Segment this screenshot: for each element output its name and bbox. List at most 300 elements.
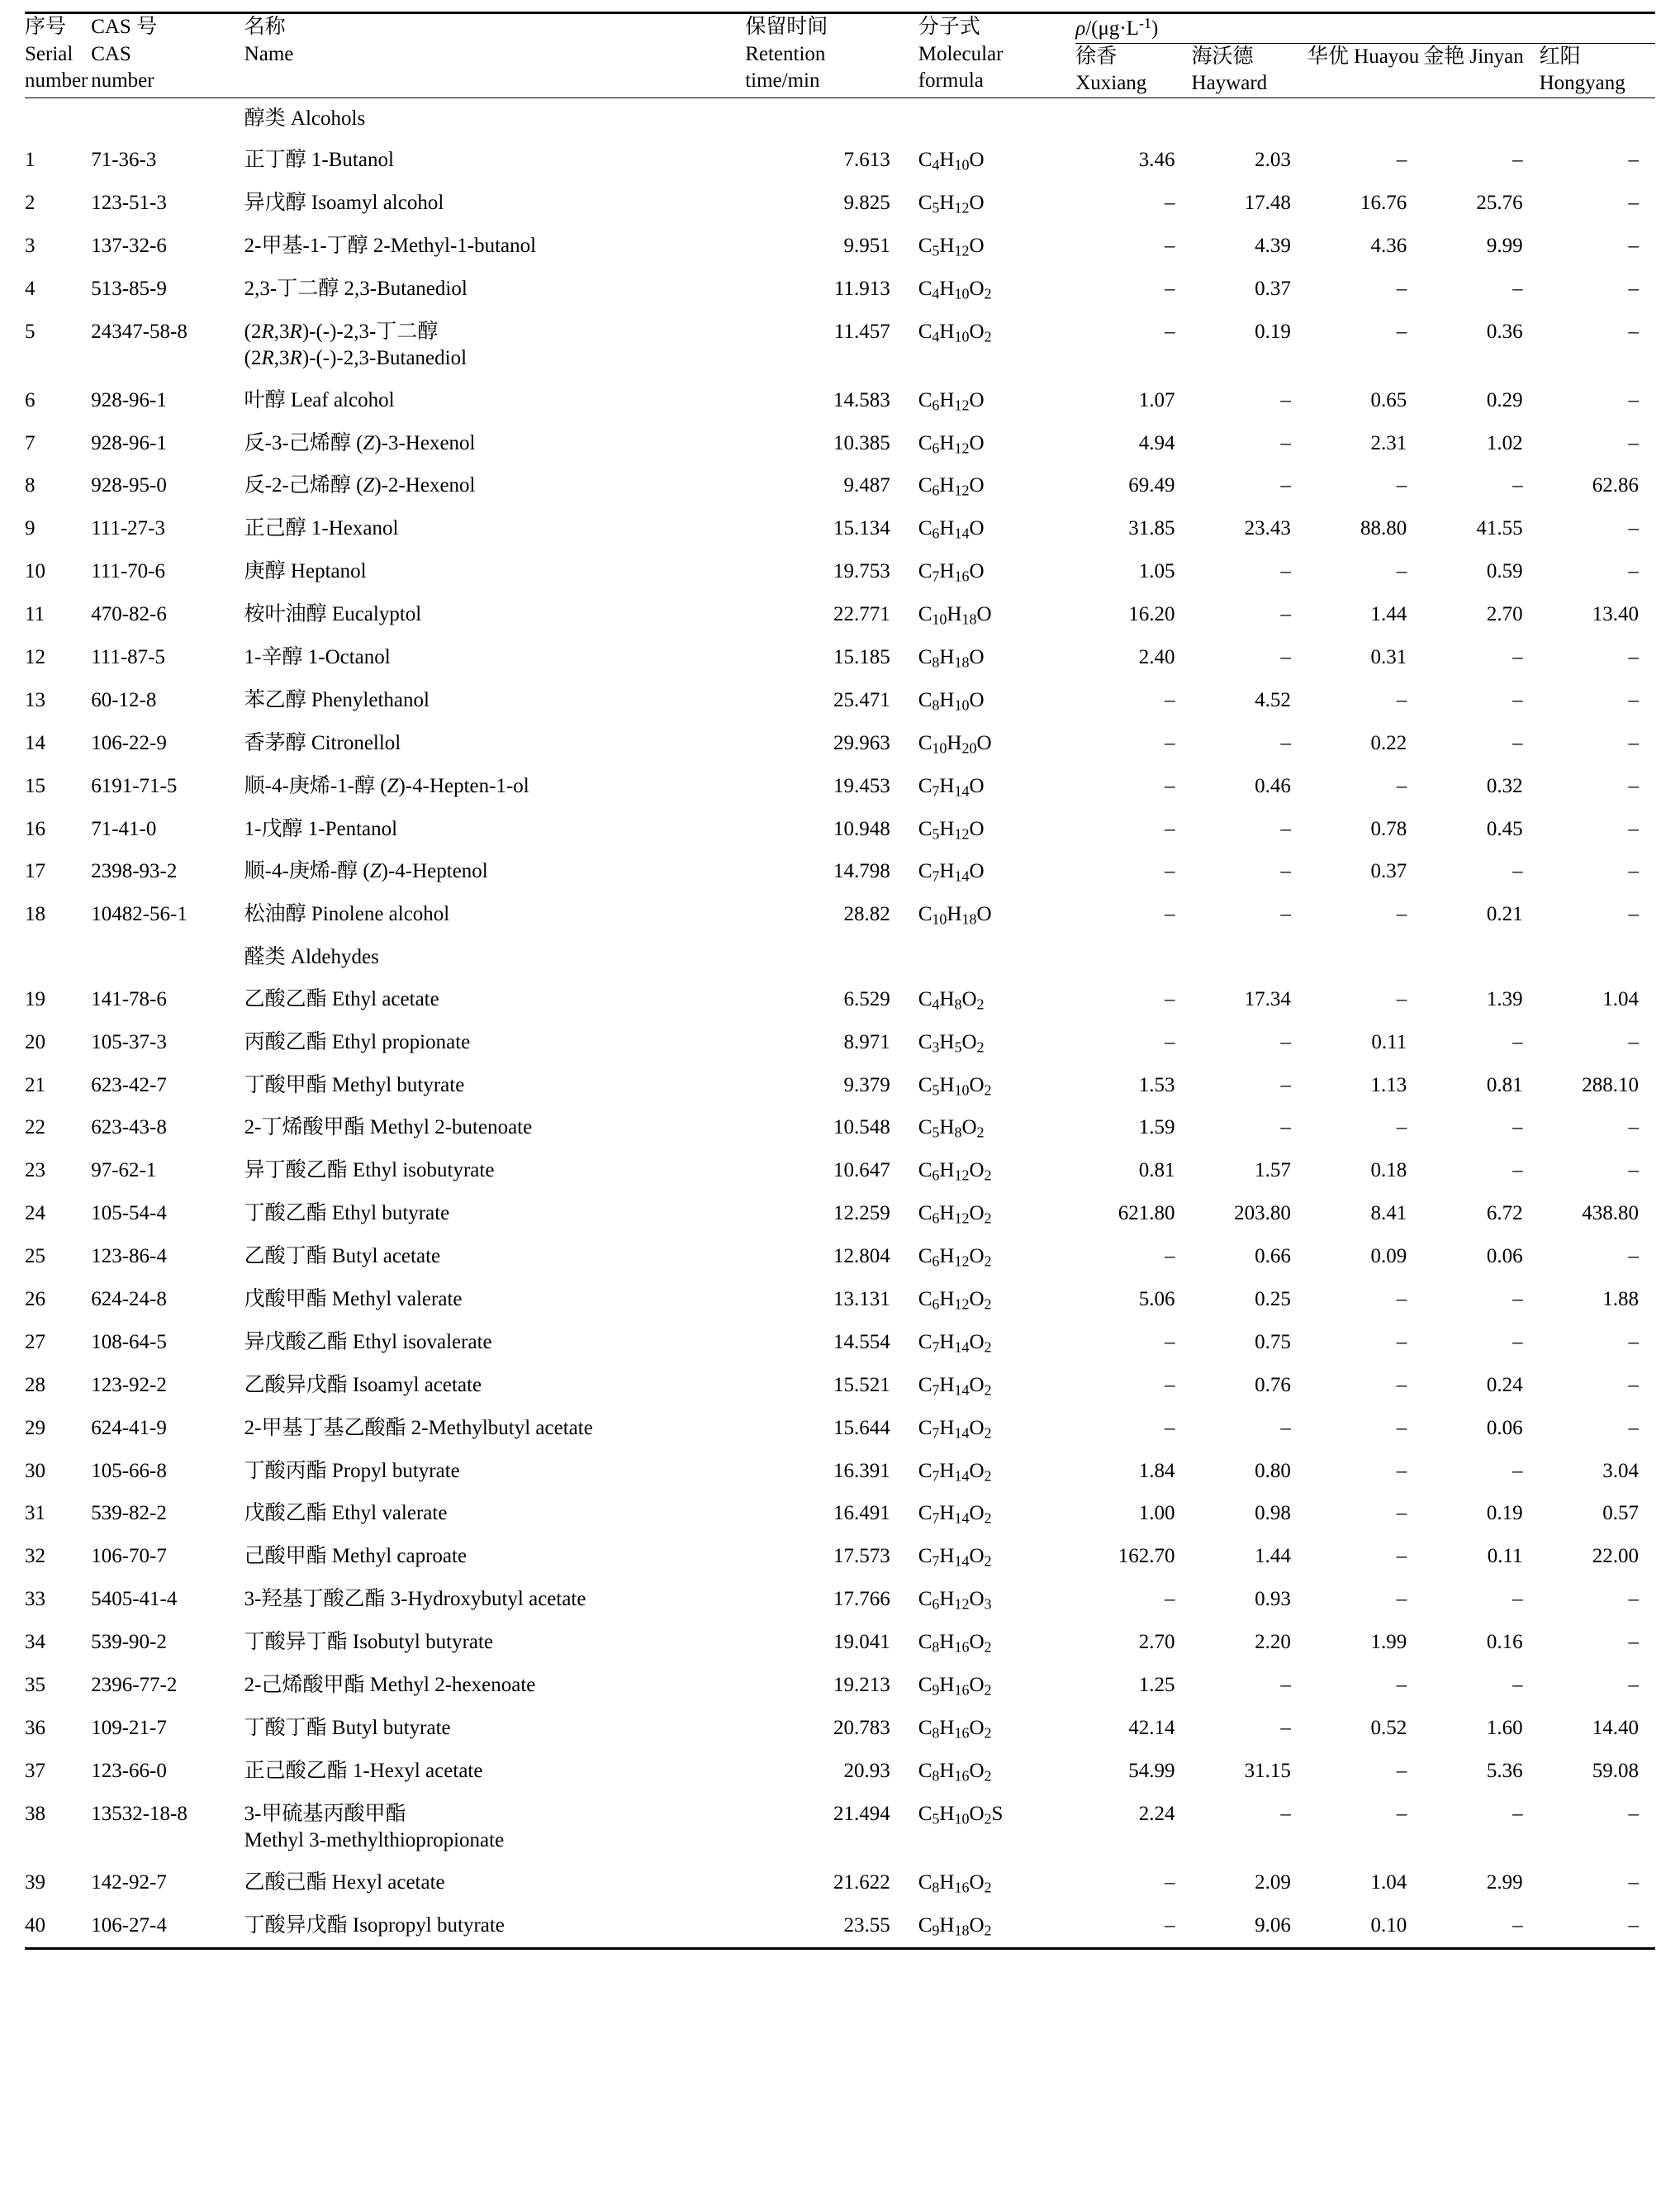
cell-concentration-jinyan: 0.59: [1486, 560, 1523, 583]
cell-concentration-xuxiang: –: [1165, 987, 1175, 1010]
cell-compound-name: 乙酸丁酯 Butyl acetate: [244, 1245, 441, 1268]
cell-concentration-jinyan: 0.24: [1486, 1373, 1523, 1396]
cell-serial: 14: [25, 731, 45, 754]
cell-concentration-jinyan: 2.70: [1486, 603, 1523, 626]
cell-serial: 8: [25, 474, 36, 497]
cell-concentration-hayward: 0.46: [1255, 774, 1291, 797]
cell-retention-time: 7.613: [843, 149, 890, 172]
table-group-row: [25, 97, 1655, 140]
cell-compound-name: 反-3-己烯醇 (Z)-3-Hexenol: [244, 431, 476, 454]
header-formula-en2: formula: [918, 69, 984, 92]
group-label: 醛类 Aldehydes: [244, 946, 379, 969]
cell-concentration-hayward: –: [1280, 474, 1291, 497]
cell-concentration-hayward: –: [1280, 860, 1291, 883]
cell-concentration-hongyang: –: [1628, 1116, 1639, 1139]
cell-molecular-formula: $C_5H_{10}O_2S$: [918, 1802, 1004, 1827]
cell-molecular-formula: $C_9H_{18}O_2$: [918, 1913, 992, 1939]
table-row: [25, 594, 1655, 637]
cell-concentration-jinyan: 41.55: [1476, 517, 1523, 540]
cell-concentration-hongyang: 0.57: [1602, 1502, 1639, 1525]
cell-molecular-formula: $C_6H_{12}O$: [918, 431, 985, 457]
table-row: [25, 894, 1655, 937]
cell-concentration-hongyang: 62.86: [1592, 474, 1639, 497]
table-row: [25, 1493, 1655, 1536]
header-serial: [25, 13, 91, 98]
cell-molecular-formula: $C_7H_{14}O_2$: [918, 1545, 992, 1570]
header-cultivar-xuxiang: [1075, 43, 1191, 97]
cell-concentration-jinyan: –: [1512, 277, 1523, 300]
cell-serial: 6: [25, 388, 36, 411]
cell-serial: 24: [25, 1202, 45, 1225]
cell-retention-time: 10.548: [833, 1116, 890, 1139]
cell-serial: 12: [25, 646, 45, 668]
cell-compound-name: 2-丁烯酸甲酯 Methyl 2-butenoate: [244, 1116, 533, 1139]
cell-concentration-xuxiang: –: [1165, 731, 1175, 754]
cell-retention-time: 10.385: [833, 431, 890, 454]
cell-retention-time: 11.457: [833, 320, 890, 343]
cell-molecular-formula: $C_6H_{14}O$: [918, 517, 985, 542]
cell-concentration-hongyang: 438.80: [1582, 1202, 1639, 1225]
cell-compound-name: 异戊酸乙酯 Ethyl isovalerate: [244, 1330, 492, 1353]
cell-serial: 19: [25, 987, 45, 1010]
header-serial-en2: number: [25, 69, 88, 92]
cell-serial: 25: [25, 1245, 45, 1268]
cell-molecular-formula: $C_{10}H_{20}O$: [918, 731, 992, 757]
cell-concentration-huayou: –: [1396, 1287, 1407, 1310]
cell-serial: 13: [25, 688, 45, 711]
cell-concentration-hongyang: –: [1628, 646, 1639, 668]
cell-concentration-huayou: –: [1396, 149, 1407, 172]
cell-concentration-hongyang: –: [1628, 1245, 1639, 1268]
cell-retention-time: 11.913: [833, 277, 890, 300]
table-row: [25, 1150, 1655, 1193]
header-cultivar-jinyan-cn: 金艳: [1423, 45, 1465, 68]
cell-concentration-hayward: –: [1280, 646, 1291, 668]
cell-concentration-hayward: 0.93: [1255, 1588, 1291, 1611]
header-serial-en1: Serial: [25, 42, 74, 65]
header-cultivar-jinyan-en: Jinyan: [1469, 45, 1524, 68]
table-row: [25, 1322, 1655, 1365]
cell-molecular-formula: $C_4H_{10}O$: [918, 149, 985, 173]
cell-concentration-hayward: 1.57: [1255, 1159, 1291, 1182]
cell-retention-time: 16.491: [833, 1502, 890, 1525]
table-row: [25, 226, 1655, 269]
cell-concentration-hayward: –: [1280, 603, 1291, 626]
cell-cas-number: 106-27-4: [91, 1913, 167, 1937]
header-cultivar-huayou: [1307, 43, 1423, 97]
cell-concentration-hayward: 0.76: [1255, 1373, 1291, 1396]
cell-concentration-hongyang: 14.40: [1592, 1716, 1639, 1739]
cell-retention-time: 9.379: [843, 1073, 890, 1096]
cell-concentration-jinyan: 0.16: [1486, 1631, 1523, 1654]
cell-concentration-hongyang: –: [1628, 1373, 1639, 1396]
cell-concentration-huayou: –: [1396, 320, 1407, 343]
table-row: [25, 311, 1655, 380]
cell-cas-number: 60-12-8: [91, 688, 157, 711]
cell-concentration-huayou: 0.10: [1370, 1913, 1407, 1937]
cell-concentration-xuxiang: 1.25: [1138, 1673, 1175, 1696]
group-empty-cell: [918, 97, 1075, 140]
cell-molecular-formula: $C_7H_{14}O_2$: [918, 1502, 992, 1527]
cell-concentration-hongyang: –: [1628, 277, 1639, 300]
cell-compound-name: 3-甲硫基丙酸甲酯 Methyl 3-methylthiopropionate: [244, 1802, 505, 1852]
cell-concentration-hongyang: –: [1628, 191, 1639, 214]
cell-concentration-xuxiang: 621.80: [1118, 1202, 1175, 1225]
cell-concentration-xuxiang: –: [1165, 1030, 1175, 1053]
header-name: [244, 13, 746, 98]
cell-concentration-huayou: –: [1396, 688, 1407, 711]
table-row: [25, 508, 1655, 551]
cell-concentration-hayward: –: [1280, 1802, 1291, 1825]
cell-concentration-hayward: –: [1280, 560, 1291, 583]
cell-concentration-jinyan: 9.99: [1486, 234, 1523, 257]
cell-concentration-hayward: 0.66: [1255, 1245, 1291, 1268]
cell-concentration-huayou: 0.65: [1370, 388, 1407, 411]
cell-compound-name: 香茅醇 Citronellol: [244, 731, 401, 754]
cell-serial: 21: [25, 1073, 45, 1096]
cell-serial: 32: [25, 1545, 45, 1568]
cell-serial: 26: [25, 1287, 45, 1310]
cell-concentration-xuxiang: –: [1165, 1416, 1175, 1439]
table-row: [25, 1365, 1655, 1408]
table-row: [25, 851, 1655, 894]
cell-cas-number: 928-95-0: [91, 474, 167, 497]
cell-concentration-hayward: 2.03: [1255, 149, 1291, 172]
cell-concentration-hongyang: –: [1628, 517, 1639, 540]
cell-concentration-jinyan: 0.45: [1486, 817, 1523, 840]
header-formula: [918, 13, 1075, 98]
cell-concentration-huayou: 0.37: [1370, 860, 1407, 883]
cell-concentration-huayou: –: [1396, 987, 1407, 1010]
cell-molecular-formula: $C_8H_{18}O$: [918, 646, 985, 671]
cell-concentration-jinyan: 0.06: [1486, 1245, 1523, 1268]
table-row: [25, 1408, 1655, 1451]
cell-concentration-hayward: 203.80: [1234, 1202, 1291, 1225]
group-empty-cell: [1540, 937, 1655, 979]
cell-concentration-hongyang: –: [1628, 688, 1639, 711]
cell-concentration-xuxiang: –: [1165, 234, 1175, 257]
cell-retention-time: 14.554: [833, 1330, 890, 1353]
cell-retention-time: 9.951: [843, 234, 890, 257]
cell-molecular-formula: $C_6H_{12}O_2$: [918, 1245, 992, 1270]
table-row: [25, 423, 1655, 466]
cell-compound-name: 叶醇 Leaf alcohol: [244, 388, 395, 411]
cell-compound-name: 异戊醇 Isoamyl alcohol: [244, 191, 444, 214]
cell-concentration-huayou: –: [1396, 277, 1407, 300]
header-cultivar-xuxiang-cn: 徐香: [1075, 45, 1118, 68]
cell-concentration-huayou: 4.36: [1370, 234, 1407, 257]
table-row: [25, 1107, 1655, 1150]
cell-compound-name: 顺-4-庚烯-1-醇 (Z)-4-Hepten-1-ol: [244, 774, 529, 797]
cell-cas-number: 108-64-5: [91, 1330, 167, 1353]
cell-compound-name: 乙酸己酯 Hexyl acetate: [244, 1870, 445, 1894]
cell-concentration-huayou: –: [1396, 774, 1407, 797]
cell-concentration-jinyan: 2.99: [1486, 1870, 1523, 1894]
cell-retention-time: 12.804: [833, 1245, 890, 1268]
cell-concentration-hayward: –: [1280, 431, 1291, 454]
cell-molecular-formula: $C_8H_{16}O_2$: [918, 1631, 992, 1656]
cell-concentration-huayou: 2.31: [1370, 431, 1407, 454]
cell-concentration-hayward: 2.20: [1255, 1631, 1291, 1654]
cell-serial: 40: [25, 1913, 45, 1937]
cell-molecular-formula: $C_7H_{16}O$: [918, 560, 985, 585]
table-row: [25, 637, 1655, 680]
cell-compound-name: 2,3-丁二醇 2,3-Butanediol: [244, 277, 467, 300]
cell-molecular-formula: $C_6H_{12}O_2$: [918, 1287, 992, 1313]
cell-concentration-hayward: 4.39: [1255, 234, 1291, 257]
cell-cas-number: 6191-71-5: [91, 774, 178, 797]
cell-compound-name: 反-2-己烯醇 (Z)-2-Hexenol: [244, 474, 476, 497]
cell-retention-time: 19.041: [833, 1631, 890, 1654]
cell-concentration-hongyang: –: [1628, 903, 1639, 926]
cell-retention-time: 19.213: [833, 1673, 890, 1696]
cell-concentration-hongyang: 13.40: [1592, 603, 1639, 626]
cell-retention-time: 10.948: [833, 817, 890, 840]
group-empty-cell: [1307, 97, 1423, 140]
cell-concentration-hayward: 31.15: [1244, 1759, 1291, 1782]
cell-concentration-hongyang: –: [1628, 1588, 1639, 1611]
cell-concentration-xuxiang: –: [1165, 688, 1175, 711]
header-cultivar-huayou-cn: 华优: [1307, 45, 1349, 68]
cell-molecular-formula: $C_7H_{14}O$: [918, 774, 985, 800]
header-cultivar-hayward-en: Hayward: [1191, 72, 1268, 95]
cell-concentration-xuxiang: –: [1165, 1913, 1175, 1937]
cell-molecular-formula: $C_8H_{10}O$: [918, 688, 985, 714]
cell-serial: 4: [25, 277, 36, 300]
cell-molecular-formula: $C_5H_{10}O_2$: [918, 1073, 992, 1099]
cell-molecular-formula: $C_7H_{14}O_2$: [918, 1373, 992, 1399]
cell-molecular-formula: $C_5H_{12}O$: [918, 191, 985, 216]
cell-compound-name: 正己酸乙酯 1-Hexyl acetate: [244, 1759, 483, 1782]
cell-concentration-huayou: 1.44: [1370, 603, 1407, 626]
cell-concentration-huayou: –: [1396, 560, 1407, 583]
cell-cas-number: 109-21-7: [91, 1716, 167, 1739]
table-row: [25, 551, 1655, 594]
cell-molecular-formula: $C_7H_{14}O_2$: [918, 1459, 992, 1485]
cell-retention-time: 14.798: [833, 860, 890, 883]
cell-cas-number: 105-66-8: [91, 1459, 167, 1482]
cell-concentration-xuxiang: –: [1165, 903, 1175, 926]
cell-concentration-hongyang: –: [1628, 1870, 1639, 1894]
cell-serial: 28: [25, 1373, 45, 1396]
cell-concentration-xuxiang: 42.14: [1128, 1716, 1175, 1739]
cell-compound-name: 丙酸乙酯 Ethyl propionate: [244, 1030, 471, 1053]
cell-concentration-xuxiang: –: [1165, 1870, 1175, 1894]
cell-concentration-huayou: –: [1396, 1373, 1407, 1396]
cell-concentration-jinyan: –: [1512, 1459, 1523, 1482]
cell-concentration-hongyang: 3.04: [1602, 1459, 1639, 1482]
cell-concentration-huayou: –: [1396, 1545, 1407, 1568]
cell-concentration-hayward: 17.34: [1244, 987, 1291, 1010]
group-cas-spacer: [91, 97, 244, 140]
cell-concentration-hayward: 0.19: [1255, 320, 1291, 343]
cell-retention-time: 25.471: [833, 688, 890, 711]
cell-serial: 18: [25, 903, 45, 926]
header-cultivar-hongyang-cn: 红阳: [1539, 45, 1581, 68]
cell-concentration-jinyan: 5.36: [1486, 1759, 1523, 1782]
cell-concentration-jinyan: 0.21: [1486, 903, 1523, 926]
cell-molecular-formula: $C_4H_{10}O_2$: [918, 320, 992, 345]
cell-cas-number: 105-54-4: [91, 1202, 167, 1225]
cell-cas-number: 928-96-1: [91, 388, 167, 411]
cell-serial: 30: [25, 1459, 45, 1482]
cell-molecular-formula: $C_5H_8O_2$: [918, 1116, 985, 1141]
cell-concentration-jinyan: 1.60: [1486, 1716, 1523, 1739]
cell-cas-number: 111-87-5: [91, 646, 165, 668]
cell-cas-number: 539-82-2: [91, 1502, 167, 1525]
cell-concentration-hayward: 4.52: [1255, 688, 1291, 711]
header-row-main: [25, 13, 1655, 44]
cell-concentration-jinyan: –: [1512, 1330, 1523, 1353]
cell-concentration-xuxiang: 2.24: [1138, 1802, 1175, 1825]
cell-cas-number: 2396-77-2: [91, 1673, 178, 1696]
cell-cas-number: 623-43-8: [91, 1116, 167, 1139]
cell-concentration-hongyang: –: [1628, 560, 1639, 583]
header-retention-cn: 保留时间: [745, 16, 828, 38]
cell-compound-name: 1-辛醇 1-Octanol: [244, 646, 391, 668]
header-retention-en2: time/min: [745, 69, 820, 92]
cell-retention-time: 17.573: [833, 1545, 890, 1568]
cell-compound-name: 正丁醇 1-Butanol: [244, 149, 394, 172]
cell-concentration-hongyang: –: [1628, 1913, 1639, 1937]
cell-compound-name: 2-甲基丁基乙酸酯 2-Methylbutyl acetate: [244, 1416, 593, 1439]
cell-molecular-formula: $C_8H_{16}O_2$: [918, 1716, 992, 1742]
table-row: [25, 1708, 1655, 1751]
cell-concentration-huayou: –: [1396, 1673, 1407, 1696]
cell-concentration-hongyang: 22.00: [1592, 1545, 1639, 1568]
cell-molecular-formula: $C_6H_{12}O_2$: [918, 1159, 992, 1184]
cell-serial: 38: [25, 1802, 45, 1825]
header-formula-en1: Molecular: [918, 42, 1004, 65]
cell-molecular-formula: $C_5H_{12}O$: [918, 234, 985, 259]
cell-concentration-xuxiang: 1.07: [1138, 388, 1175, 411]
cell-concentration-xuxiang: 16.20: [1128, 603, 1175, 626]
cell-concentration-hayward: –: [1280, 1073, 1291, 1096]
cell-retention-time: 17.766: [833, 1588, 890, 1611]
table-group-row: [25, 937, 1655, 979]
cell-concentration-hongyang: –: [1628, 731, 1639, 754]
cell-cas-number: 105-37-3: [91, 1030, 167, 1053]
cell-concentration-hongyang: 1.04: [1602, 987, 1639, 1010]
cell-molecular-formula: $C_{10}H_{18}O$: [918, 603, 992, 628]
table-row: [25, 680, 1655, 723]
cell-retention-time: 15.134: [833, 517, 890, 540]
cell-concentration-hongyang: 288.10: [1582, 1073, 1639, 1096]
cell-serial: 5: [25, 320, 36, 343]
header-cas-cn: CAS 号: [91, 16, 158, 38]
compound-table: [25, 12, 1655, 1950]
cell-retention-time: 6.529: [843, 987, 890, 1010]
cell-molecular-formula: $C_6H_{12}O$: [918, 388, 985, 414]
cell-compound-name: 苯乙醇 Phenylethanol: [244, 688, 429, 711]
cell-serial: 15: [25, 774, 45, 797]
cell-concentration-xuxiang: –: [1165, 191, 1175, 214]
cell-cas-number: 141-78-6: [91, 987, 167, 1010]
table-row: [25, 1905, 1655, 1949]
cell-compound-name: 松油醇 Pinolene alcohol: [244, 903, 450, 926]
header-name-en1: Name: [244, 42, 294, 65]
table-row: [25, 1279, 1655, 1322]
header-formula-cn: 分子式: [918, 16, 980, 38]
cell-serial: 33: [25, 1588, 45, 1611]
cell-concentration-jinyan: –: [1512, 860, 1523, 883]
cell-retention-time: 21.622: [833, 1870, 890, 1894]
cell-serial: 9: [25, 517, 36, 540]
cell-concentration-jinyan: –: [1512, 1287, 1523, 1310]
group-cas-spacer: [91, 937, 244, 979]
cell-concentration-xuxiang: 3.46: [1138, 149, 1175, 172]
cell-concentration-hayward: –: [1280, 1030, 1291, 1053]
cell-concentration-xuxiang: –: [1165, 774, 1175, 797]
cell-serial: 31: [25, 1502, 45, 1525]
cell-concentration-huayou: 0.18: [1370, 1159, 1407, 1182]
table-row: [25, 979, 1655, 1022]
cell-molecular-formula: $C_7H_{14}O_2$: [918, 1416, 992, 1442]
cell-concentration-xuxiang: 2.70: [1138, 1631, 1175, 1654]
cell-retention-time: 22.771: [833, 603, 890, 626]
table-row: [25, 1751, 1655, 1794]
cell-concentration-jinyan: –: [1512, 474, 1523, 497]
cell-concentration-xuxiang: 31.85: [1128, 517, 1175, 540]
cell-serial: 10: [25, 560, 45, 583]
group-empty-cell: [1423, 97, 1539, 140]
cell-cas-number: 71-36-3: [91, 149, 157, 172]
cell-cas-number: 470-82-6: [91, 603, 167, 626]
cell-concentration-huayou: 8.41: [1370, 1202, 1407, 1225]
cell-concentration-huayou: –: [1396, 1459, 1407, 1482]
cell-concentration-jinyan: 0.36: [1486, 320, 1523, 343]
cell-cas-number: 10482-56-1: [91, 903, 187, 926]
cell-concentration-jinyan: 0.11: [1487, 1545, 1523, 1568]
cell-concentration-hayward: 0.25: [1255, 1287, 1291, 1310]
cell-concentration-xuxiang: –: [1165, 1588, 1175, 1611]
cell-compound-name: 顺-4-庚烯-醇 (Z)-4-Heptenol: [244, 860, 488, 883]
table-row: [25, 723, 1655, 766]
cell-concentration-huayou: –: [1396, 1502, 1407, 1525]
cell-concentration-jinyan: –: [1512, 149, 1523, 172]
cell-compound-name: 2-甲基-1-丁醇 2-Methyl-1-butanol: [244, 234, 537, 257]
cell-concentration-xuxiang: 1.53: [1138, 1073, 1175, 1096]
cell-serial: 27: [25, 1330, 45, 1353]
cell-concentration-hongyang: –: [1628, 431, 1639, 454]
header-cas: [91, 13, 244, 98]
cell-cas-number: 123-86-4: [91, 1245, 167, 1268]
cell-concentration-huayou: –: [1396, 474, 1407, 497]
cell-concentration-hayward: 9.06: [1255, 1913, 1291, 1937]
cell-concentration-jinyan: 0.81: [1486, 1073, 1523, 1096]
cell-concentration-xuxiang: 69.49: [1128, 474, 1175, 497]
header-retention-en1: Retention: [745, 42, 826, 65]
cell-compound-name: 2-己烯酸甲酯 Methyl 2-hexenoate: [244, 1673, 536, 1696]
group-empty-cell: [1307, 937, 1423, 979]
cell-concentration-hayward: 1.44: [1255, 1545, 1291, 1568]
cell-cas-number: 123-92-2: [91, 1373, 167, 1396]
table-row: [25, 465, 1655, 508]
header-serial-cn: 序号: [25, 16, 67, 38]
cell-cas-number: 106-22-9: [91, 731, 167, 754]
group-empty-cell: [745, 937, 918, 979]
cell-cas-number: 539-90-2: [91, 1631, 167, 1654]
table-row: [25, 140, 1655, 183]
table-row: [25, 269, 1655, 311]
cell-molecular-formula: $C_8H_{16}O_2$: [918, 1870, 992, 1896]
cell-compound-name: 戊酸甲酯 Methyl valerate: [244, 1287, 463, 1310]
group-empty-cell: [745, 97, 918, 140]
cell-retention-time: 28.82: [843, 903, 890, 926]
cell-molecular-formula: $C_4H_8O_2$: [918, 987, 985, 1013]
group-empty-cell: [1075, 937, 1191, 979]
cell-concentration-huayou: –: [1396, 1759, 1407, 1782]
